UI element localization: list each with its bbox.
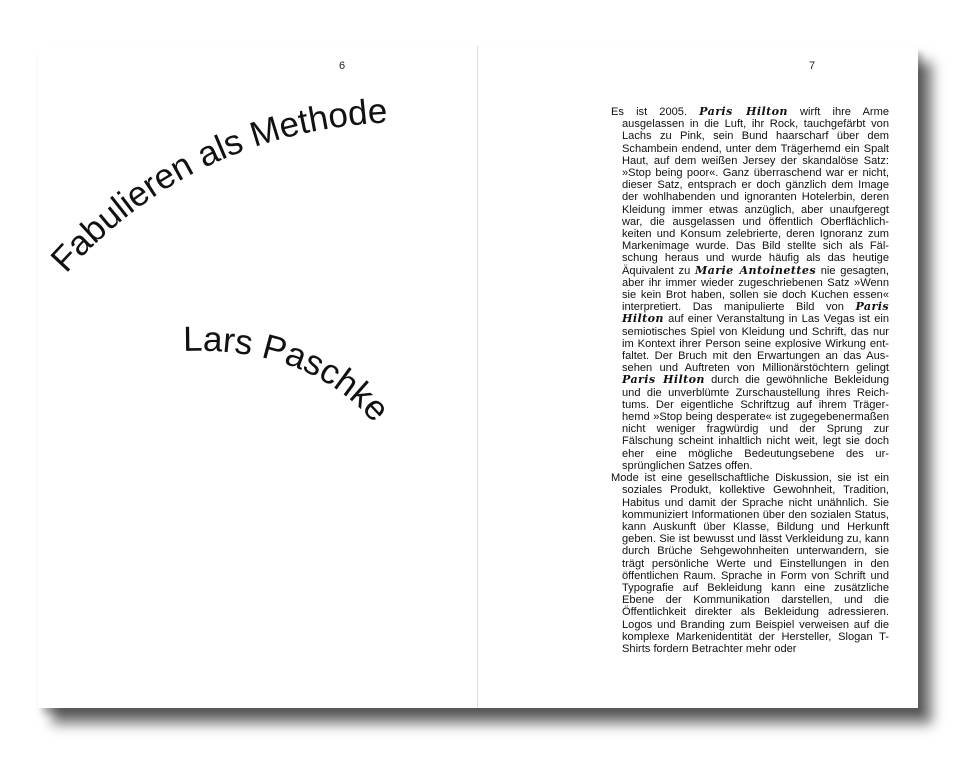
paragraph-text: Es ist 2005. — [611, 106, 700, 118]
brand-name: Paris Hilton — [622, 373, 705, 387]
book-spread — [38, 46, 918, 708]
curved-title-graphic — [38, 46, 478, 708]
paragraph-text: Mode ist eine gesellschaftliche Diskussion, sie ist ein soziales Produkt, kollektive Gewohnheit, Tradition, Habitus und damit der Sprache nicht unähnlich. Sie kommuniziert Informationen über den sozialen Status, kann Auskunft über Klasse, Bildung und Herkunft geben. Sie ist bewusst und lässt Verkleidung zu, kann durch Brüche Sehgewohnheiten unterwandern, sie trägt persönliche Werte und Einstellungen in den öffentlichen Raum. Sprache in Form von Schrift und Typografie auf Bekleidung kann eine zusätzliche Ebene der Kommunikation darstellen, und die Öffentlichkeit direkter als Bekleidung adressieren. Logos und Branding zum Beispiel verweisen auf die komplexe Markenidentität der Hersteller, Slogan T-Shirts fordern Betrachter mehr oder — [611, 472, 889, 655]
title-curved-text — [43, 91, 388, 279]
page-number-left: 6 — [339, 60, 346, 72]
body-paragraph — [611, 106, 889, 472]
brand-name: Paris Hilton — [699, 105, 788, 118]
author-textpath: Lars Paschke — [182, 319, 398, 429]
paragraph-text: wirft ihre Arme ausgelassen in die Luft, ihr Rock, tauchgefärbt von Lachs zu Pink, sein Bund haarscharf über dem Schambein endend, unter dem Trägerhemd ein Spalt Haut, auf dem weißen Jersey der skandalöse Satz: »Stop being poor«. Ganz überraschend war er nicht, dieser Satz, entsprach er doch gänzlich dem Image der wohlhabenden und ignoranten Hotelerbin, deren Kleidung immer etwas anzüglich, aber unaufgeregt war, die ausgelassen und öffentlich Oberflächlichkeiten und Konsum zelebrierte, deren Ignoranz zum Markenimage wurde. Das Bild stellte sich als Fälschung heraus und wurde häufig als das heutige Äquivalent zu — [622, 106, 889, 277]
author-curved-text — [183, 320, 397, 429]
right-page — [478, 46, 918, 708]
paragraph-text: durch die gewöhnliche Bekleidung und die unverblümte Zurschaustellung ihres Reichtums. Der eigentliche Schriftzug auf ihrem Trägerhemd »Stop being desperate« ist zugegebenermaßen nicht weniger fragwürdig und der Sprung zur Fälschung scheint inhaltlich nicht weit, legt sie doch eher eine mögliche Bedeutungsebene des ursprünglichen Satzes offen. — [622, 374, 889, 472]
body-text — [611, 106, 889, 655]
left-page — [38, 46, 478, 708]
body-paragraph — [611, 472, 889, 655]
paragraph-text: nie gesagten, aber ihr immer wieder zugeschriebenen Satz »Wenn sie kein Brot haben, sollen sie doch Kuchen essen« interpretiert. Das manipulierte Bild von — [622, 264, 889, 314]
page-number-right: 7 — [809, 60, 816, 72]
brand-name: Paris Hilton — [622, 300, 889, 326]
title-textpath: Fabulieren als Methode — [43, 91, 389, 280]
paragraph-text: auf einer Veranstaltung in Las Vegas ist ein semiotisches Spiel von Kleidung und Schrift, das nur im Kontext ihrer Person seine explosive Wirkung entfaltet. Der Bruch mit den Erwartungen an das Aussehen und Auftreten von Millionärstöchtern gelingt — [622, 313, 889, 375]
brand-name: Marie Antoinettes — [695, 263, 816, 277]
